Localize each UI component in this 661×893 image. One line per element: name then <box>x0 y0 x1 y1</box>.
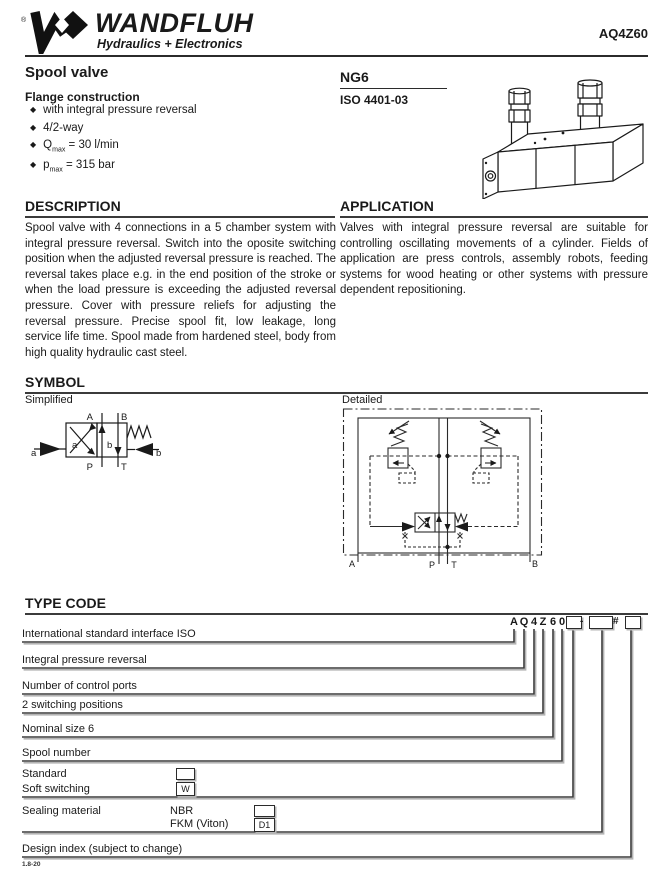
valve-illustration <box>475 77 645 199</box>
bullet-text: with integral pressure reversal <box>43 104 197 116</box>
registered-mark: ® <box>21 17 27 24</box>
brand-name: WANDFLUH <box>95 8 254 38</box>
product-construction: Flange construction <box>25 90 140 104</box>
iso-standard-label: ISO 4401-03 <box>340 93 409 107</box>
bullet-text: $Q_{max} = 30$ l/min <box>43 139 119 154</box>
detailed-symbol-diagram <box>342 404 547 572</box>
page-footer-code: 1.8-20 <box>22 861 41 868</box>
spec-bullet-list <box>30 104 197 179</box>
diamond-bullet-icon: ◆ <box>30 122 37 132</box>
code-option-box-2 <box>589 616 613 629</box>
code-char-3: 4 <box>530 616 538 628</box>
simplified-label: Simplified <box>25 394 73 406</box>
bullet-text: $p_{max} = 315$ bar <box>43 158 115 174</box>
spec-bullet <box>30 139 197 153</box>
type-code-row-label: Number of control ports <box>22 680 137 692</box>
port-b-label: B <box>121 412 128 423</box>
soft-switching-option-box: W <box>176 782 195 796</box>
product-title: Spool valve <box>25 64 109 81</box>
type-code-heading: TYPE CODE <box>25 595 648 615</box>
code-option-box-3 <box>625 616 641 629</box>
type-code-row-label: Standard <box>22 768 67 780</box>
diamond-bullet-icon: ◆ <box>30 105 37 114</box>
bullet-text: 4/2-way <box>43 121 84 134</box>
symbol-heading: SYMBOL <box>25 374 648 394</box>
port-a-label: A <box>86 412 93 423</box>
cell-b-label: b <box>107 440 113 451</box>
detailed-port-p-label: P <box>428 560 436 570</box>
sealing-option-fkm: FKM (Viton) <box>170 818 229 830</box>
type-code-row-label: Spool number <box>22 747 91 759</box>
cell-a-label: a <box>72 440 78 451</box>
nominal-size-rule <box>340 88 447 89</box>
port-p-label: P <box>86 462 93 473</box>
type-code-connector-lines <box>0 611 661 871</box>
code-hash: # <box>613 616 619 627</box>
brand-tagline: Hydraulics + Electronics <box>97 37 243 51</box>
detailed-port-a-label: A <box>348 559 356 569</box>
detailed-port-b-label: B <box>531 559 539 569</box>
nbr-option-box <box>254 805 275 817</box>
simplified-symbol-diagram <box>28 404 168 474</box>
spec-bullet <box>30 122 197 134</box>
description-body: Spool valve with 4 connections in a 5 chamber system with integral pressure reversal. Switch into the oposite switching position when the adjusted reversal pressure is reached. The reversal takes place e.g. in the end position of the stroke or when the load pressure is exceeding the adjusted reversal pressure. Cover with pressure reliefs for adjusting the reversal pressure. Precise spool fit, low leakage, long service life time. Spool made from hardened steel, body from high quality hydraulic cast steel. <box>25 222 336 359</box>
code-char-5: 6 <box>549 616 557 628</box>
nominal-size-label: NG6 <box>340 69 369 85</box>
description-heading: DESCRIPTION <box>25 198 335 218</box>
position-a-label: a <box>31 448 37 459</box>
type-code-row-label: Nominal size 6 <box>22 723 95 735</box>
wandfluh-logo-icon <box>28 6 92 54</box>
code-separator: - <box>580 616 584 627</box>
diamond-bullet-icon: ◆ <box>30 159 37 169</box>
position-b-label: b <box>156 448 162 459</box>
sealing-option-nbr: NBR <box>170 805 194 817</box>
code-char-4: Z <box>539 616 547 628</box>
type-code-row-label: 2 switching positions <box>22 699 123 711</box>
type-code-row-label: Soft switching <box>22 783 90 795</box>
code-char-2: Q <box>519 616 529 628</box>
type-code-row-label: Sealing material <box>22 805 101 817</box>
fkm-option-box: D1 <box>254 818 275 832</box>
diamond-bullet-icon: ◆ <box>30 140 37 149</box>
spec-bullet <box>30 104 197 116</box>
spec-bullet <box>30 159 197 173</box>
type-code-row-label: International standard interface ISO <box>22 628 196 640</box>
header-rule <box>25 55 648 57</box>
code-char-6: 0 <box>558 616 566 628</box>
port-t-label: T <box>121 462 127 473</box>
type-code-row-label: Integral pressure reversal <box>22 654 147 666</box>
application-heading: APPLICATION <box>340 198 648 218</box>
type-code-row-label: Design index (subject to change) <box>22 843 183 855</box>
detailed-label: Detailed <box>342 394 383 406</box>
detailed-port-t-label: T <box>451 560 457 570</box>
document-code: AQ4Z60 <box>598 26 648 41</box>
application-body: Valves with integral pressure reversal are suitable for controlling oscillating movements of a cylinder. Fields of application are press controls, assembly robots, feeding systems for wood heating or other systems with pressure dependent repositioning. <box>340 222 648 297</box>
code-char-1: A <box>510 616 518 628</box>
standard-option-box <box>176 768 195 780</box>
